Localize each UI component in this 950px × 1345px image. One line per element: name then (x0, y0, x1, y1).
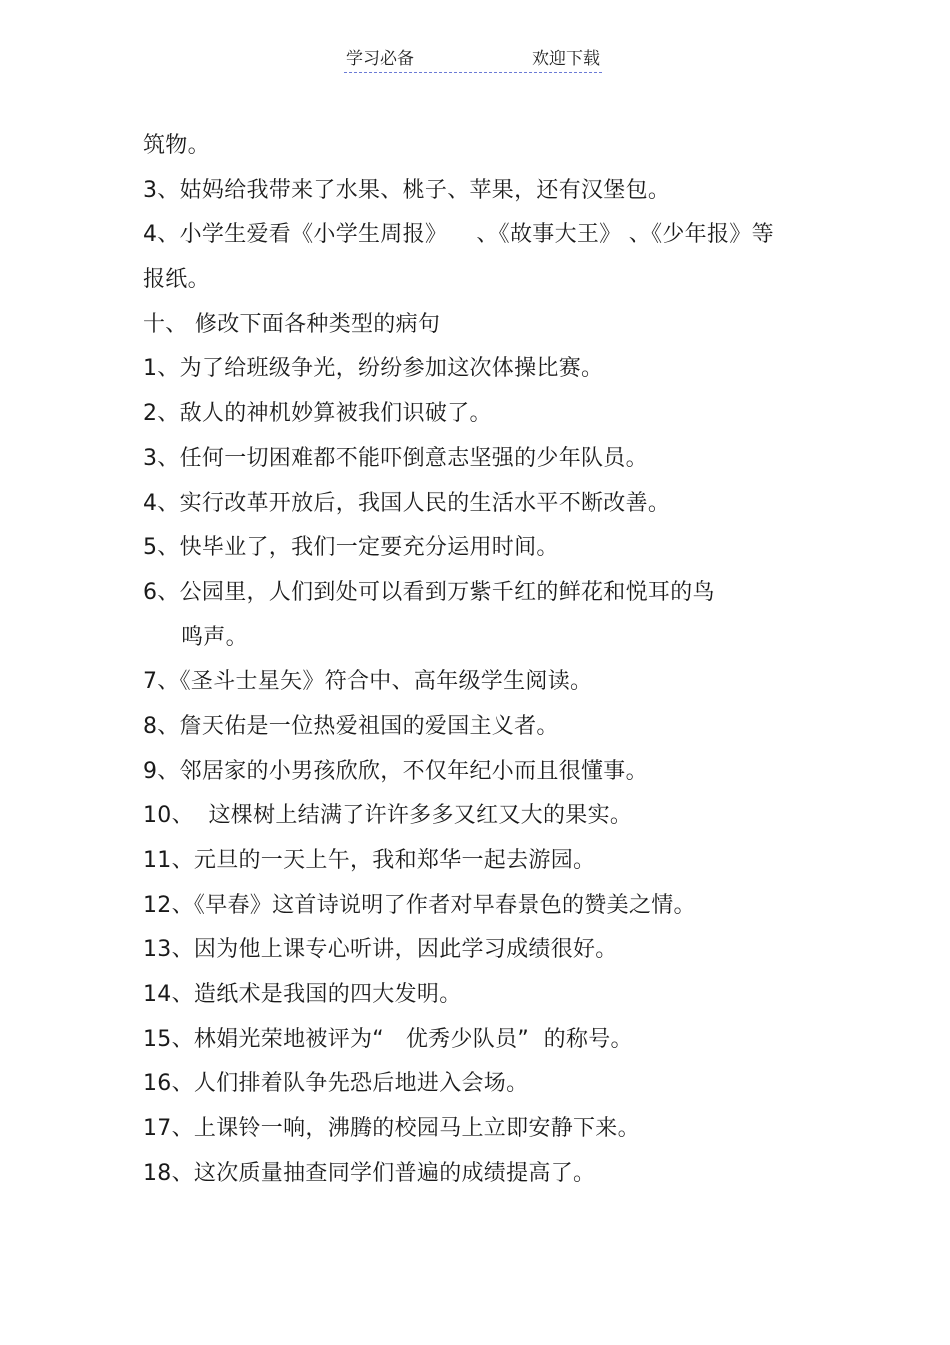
text-line: 筑物。 (143, 133, 210, 158)
sentence-item: 2、敌人的神机妙算被我们识破了。 (143, 401, 492, 427)
text-line: 3、姑妈给我带来了水果、桃子、苹果，还有汉堡包。 (143, 177, 671, 203)
sentence-item: 12、《早春》这首诗说明了作者对早春景色的赞美之情。 (143, 892, 696, 918)
sentence-item: 5、快毕业了，我们一定要充分运用时间。 (143, 535, 559, 561)
sentence-item: 3、任何一切困难都不能吓倒意志坚强的少年队员。 (143, 445, 648, 471)
sentence-item: 1、为了给班级争光，纷纷参加这次体操比赛。 (143, 356, 604, 382)
sentence-item: 11、元旦的一天上午，我和郑华一起去游园。 (143, 848, 596, 873)
text-line: 报纸。 (143, 267, 210, 293)
sentence-item: 8、詹天佑是一位热爱祖国的爱国主义者。 (143, 713, 559, 739)
document-body (143, 124, 823, 1197)
sentence-item: 7、《圣斗士星矢》符合中、高年级学生阅读。 (143, 669, 593, 695)
sentence-item: 14、造纸术是我国的四大发明。 (143, 982, 462, 1008)
sentence-item: 10、 这棵树上结满了许许多多又红又大的果实。 (143, 803, 633, 829)
sentence-item: 9、邻居家的小男孩欣欣，不仅年纪小而且很懂事。 (143, 758, 648, 784)
sentence-item: 18、这次质量抽查同学们普遍的成绩提高了。 (143, 1160, 596, 1186)
page-header (344, 48, 602, 73)
section-heading: 十、 修改下面各种类型的病句 (143, 311, 441, 337)
sentence-item: 16、人们排着队争先恐后地进入会场。 (143, 1071, 529, 1097)
header-left-text: 学习必备 (346, 49, 414, 69)
text-line: 4、小学生爱看《小学生周报》 、《故事大王》 、《少年报》等 (143, 222, 774, 248)
sentence-item: 15、林娟光荣地被评为“ 优秀少队员” 的称号。 (143, 1026, 633, 1052)
sentence-item: 6、公园里，人们到处可以看到万紫千红的鲜花和悦耳的鸟 (143, 579, 715, 605)
header-right-text: 欢迎下载 (532, 49, 600, 69)
sentence-item-continued: 鸣声。 (181, 624, 248, 650)
sentence-item: 13、因为他上课专心听讲，因此学习成绩很好。 (143, 937, 618, 963)
sentence-item: 17、上课铃一响，沸腾的校园马上立即安静下来。 (143, 1116, 640, 1142)
sentence-item: 4、实行改革开放后，我国人民的生活水平不断改善。 (143, 490, 671, 516)
